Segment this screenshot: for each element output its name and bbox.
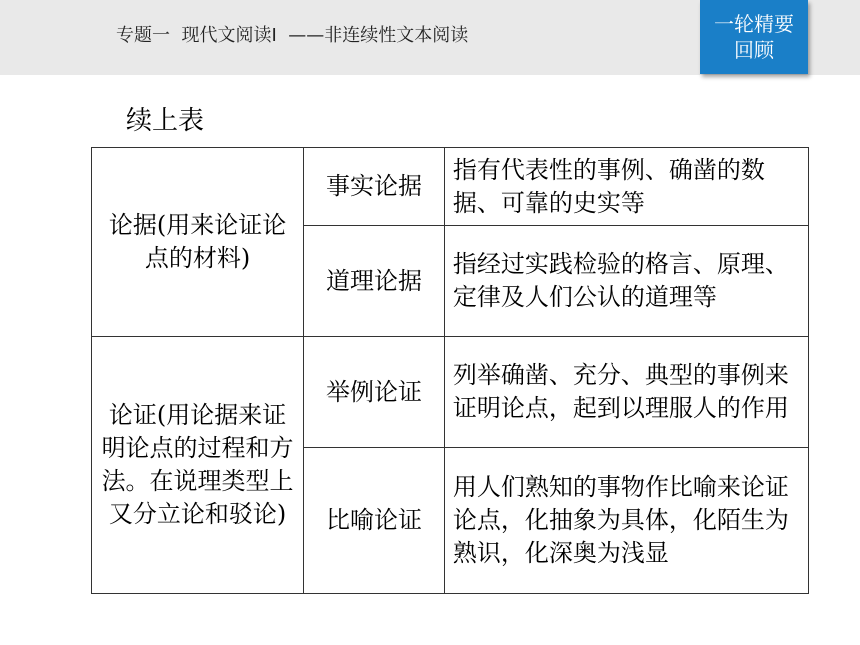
category-text: 论据(用来论证论点的材料) [108, 211, 287, 272]
type-text: 道理论据 [325, 266, 422, 295]
type-cell [304, 148, 445, 226]
type-text: 比喻论证 [325, 506, 422, 534]
type-text: 事实论据 [325, 172, 422, 200]
type-text: 举例论证 [325, 377, 422, 406]
category-cell [92, 148, 304, 337]
header-bar [0, 0, 860, 75]
table-row [92, 337, 809, 448]
review-button[interactable] [700, 0, 808, 74]
content-table [91, 147, 809, 594]
review-button-line1: 一轮精要 [714, 12, 794, 36]
type-cell [304, 226, 445, 337]
desc-cell: 用人们熟知的事物作比喻来论证论点，化抽象为具体，化陌生为熟识，化深奥为浅显 [444, 448, 808, 594]
desc-cell: 列举确凿、充分、典型的事例来证明论点，起到以理服人的作用 [444, 337, 808, 448]
header-title: 专题一 现代文阅读Ⅰ ——非连续性文本阅读 [116, 25, 469, 46]
desc-cell: 指有代表性的事例、确凿的数据、可靠的史实等 [444, 148, 808, 226]
type-cell [304, 448, 445, 594]
type-cell [304, 337, 445, 448]
review-button-line2: 回顾 [734, 38, 774, 62]
desc-cell: 指经过实践检验的格言、原理、定律及人们公认的道理等 [444, 226, 808, 337]
table-row [92, 148, 809, 226]
subtitle: 续上表 [126, 106, 205, 136]
category-cell [92, 337, 304, 594]
category-text: 论证(用论据来证明论点的过程和方法。在说理类型上又分立论和驳论) [101, 401, 294, 528]
